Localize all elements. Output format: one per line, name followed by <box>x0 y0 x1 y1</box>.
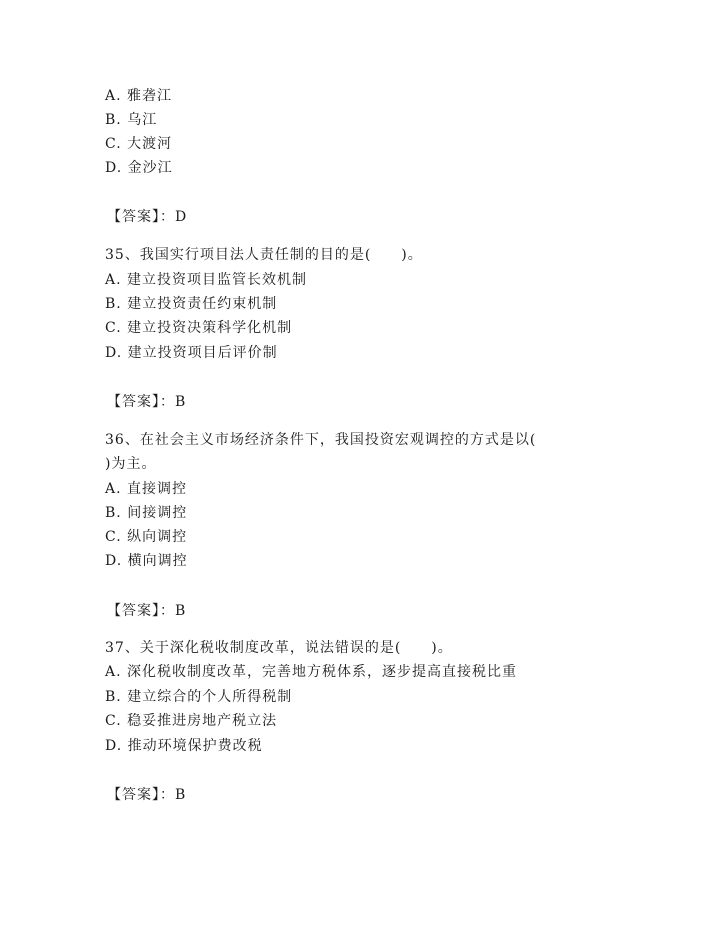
q36-question-line2: )为主。 <box>105 456 157 472</box>
q36-option-a: A. 直接调控 <box>105 481 188 497</box>
q34-option-c: C. 大渡河 <box>105 136 173 152</box>
q37-answer: 【答案】：B <box>107 787 187 803</box>
q37-option-d: D. 推动环境保护费改税 <box>105 738 263 754</box>
q35-option-a: A. 建立投资项目监管长效机制 <box>105 272 308 288</box>
q35-question: 35、我国实行项目法人责任制的目的是( )。 <box>105 247 423 263</box>
q34-answer: 【答案】：D <box>107 209 188 225</box>
q35-option-d: D. 建立投资项目后评价制 <box>105 345 278 361</box>
q37-option-a: A. 深化税收制度改革，完善地方税体系，逐步提高直接税比重 <box>105 664 518 680</box>
q37-question: 37、关于深化税收制度改革，说法错误的是( )。 <box>105 640 453 656</box>
q35-option-c: C. 建立投资决策科学化机制 <box>105 320 293 336</box>
q36-question-line1: 36、在社会主义市场经济条件下，我国投资宏观调控的方式是以( <box>105 432 537 448</box>
q37-option-c: C. 稳妥推进房地产税立法 <box>105 713 278 729</box>
q36-answer: 【答案】：B <box>107 603 187 619</box>
q35-option-b: B. 建立投资责任约束机制 <box>105 296 278 312</box>
q34-option-a: A. 雅砻江 <box>105 88 173 104</box>
q36-option-d: D. 横向调控 <box>105 553 188 569</box>
q34-option-d: D. 金沙江 <box>105 160 173 176</box>
q34-option-b: B. 乌江 <box>105 112 158 128</box>
q36-option-c: C. 纵向调控 <box>105 529 188 545</box>
q35-answer: 【答案】：B <box>107 394 187 410</box>
q37-option-b: B. 建立综合的个人所得税制 <box>105 689 293 705</box>
q36-option-b: B. 间接调控 <box>105 505 188 521</box>
